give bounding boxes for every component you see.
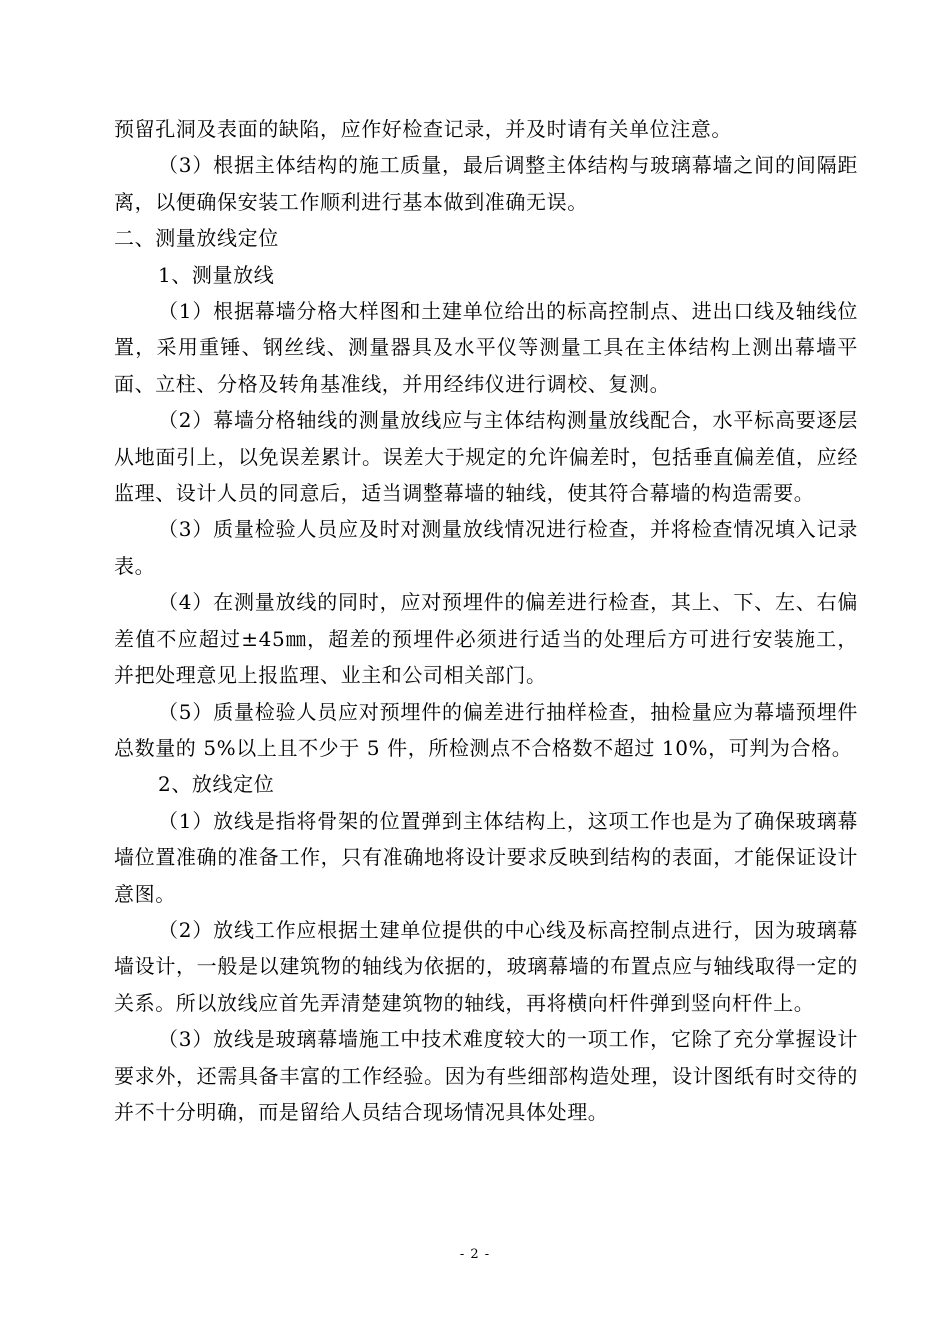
paragraph-survey-item-5: （5）质量检验人员应对预埋件的偏差进行抽样检查，抽检量应为幕墙预埋件总数量的 5%以上且不少于 5 件，所检测点不合格数不超过 10%，可判为合格。 <box>114 699 858 760</box>
paragraph-positioning-item-1: （1）放线是指将骨架的位置弹到主体结构上，这项工作也是为了确保玻璃幕墙位置准确的准备工作，只有准确地将设计要求反映到结构的表面，才能保证设计意图。 <box>114 808 858 906</box>
paragraph-survey-item-2: （2）幕墙分格轴线的测量放线应与主体结构测量放线配合，水平标高要逐层从地面引上，以免误差累计。误差大于规定的允许偏差时，包括垂直偏差值，应经监理、设计人员的同意后，适当调整幕墙的轴线，使其符合幕墙的构造需要。 <box>114 408 858 506</box>
paragraph-survey-item-4: （4）在测量放线的同时，应对预埋件的偏差进行检查，其上、下、左、右偏差值不应超过±45㎜，超差的预埋件必须进行适当的处理后方可进行安装施工，并把处理意见上报监理、业主和公司相关部门。 <box>114 590 858 688</box>
subheading-line-positioning: 2、放线定位 <box>158 772 275 797</box>
subheading-survey-lines: 1、测量放线 <box>158 262 275 287</box>
paragraph-positioning-item-2: （2）放线工作应根据土建单位提供的中心线及标高控制点进行，因为玻璃幕墙设计，一般是以建筑物的轴线为依据的，玻璃幕墙的布置点应与轴线取得一定的关系。所以放线应首先弄清楚建筑物的轴线，再将横向杆件弹到竖向杆件上。 <box>114 917 858 1015</box>
paragraph-positioning-item-3: （3）放线是玻璃幕墙施工中技术难度较大的一项工作，它除了充分掌握设计要求外，还需具备丰富的工作经验。因为有些细部构造处理，设计图纸有时交待的并不十分明确，而是留给人员结合现场情况具体处理。 <box>114 1027 858 1124</box>
section-heading-survey-layout: 二、测量放线定位 <box>114 226 279 251</box>
paragraph-item-3-adjust-gap: （3）根据主体结构的施工质量，最后调整主体结构与玻璃幕墙之间的间隔距离，以便确保安装工作顺利进行基本做到准确无误。 <box>114 153 858 214</box>
document-body <box>114 111 858 1130</box>
paragraph-continuation: 预留孔洞及表面的缺陷，应作好检查记录，并及时请有关单位注意。 <box>114 117 732 141</box>
page-number: - 2 - <box>459 1247 491 1262</box>
paragraph-survey-item-1: （1）根据幕墙分格大样图和土建单位给出的标高控制点、进出口线及轴线位置，采用重锤、钢丝线、测量器具及水平仪等测量工具在主体结构上测出幕墙平面、立柱、分格及转角基准线，并用经纬仪进行调校、复测。 <box>114 299 858 396</box>
paragraph-survey-item-3: （3）质量检验人员应及时对测量放线情况进行检查，并将检查情况填入记录表。 <box>114 517 858 578</box>
